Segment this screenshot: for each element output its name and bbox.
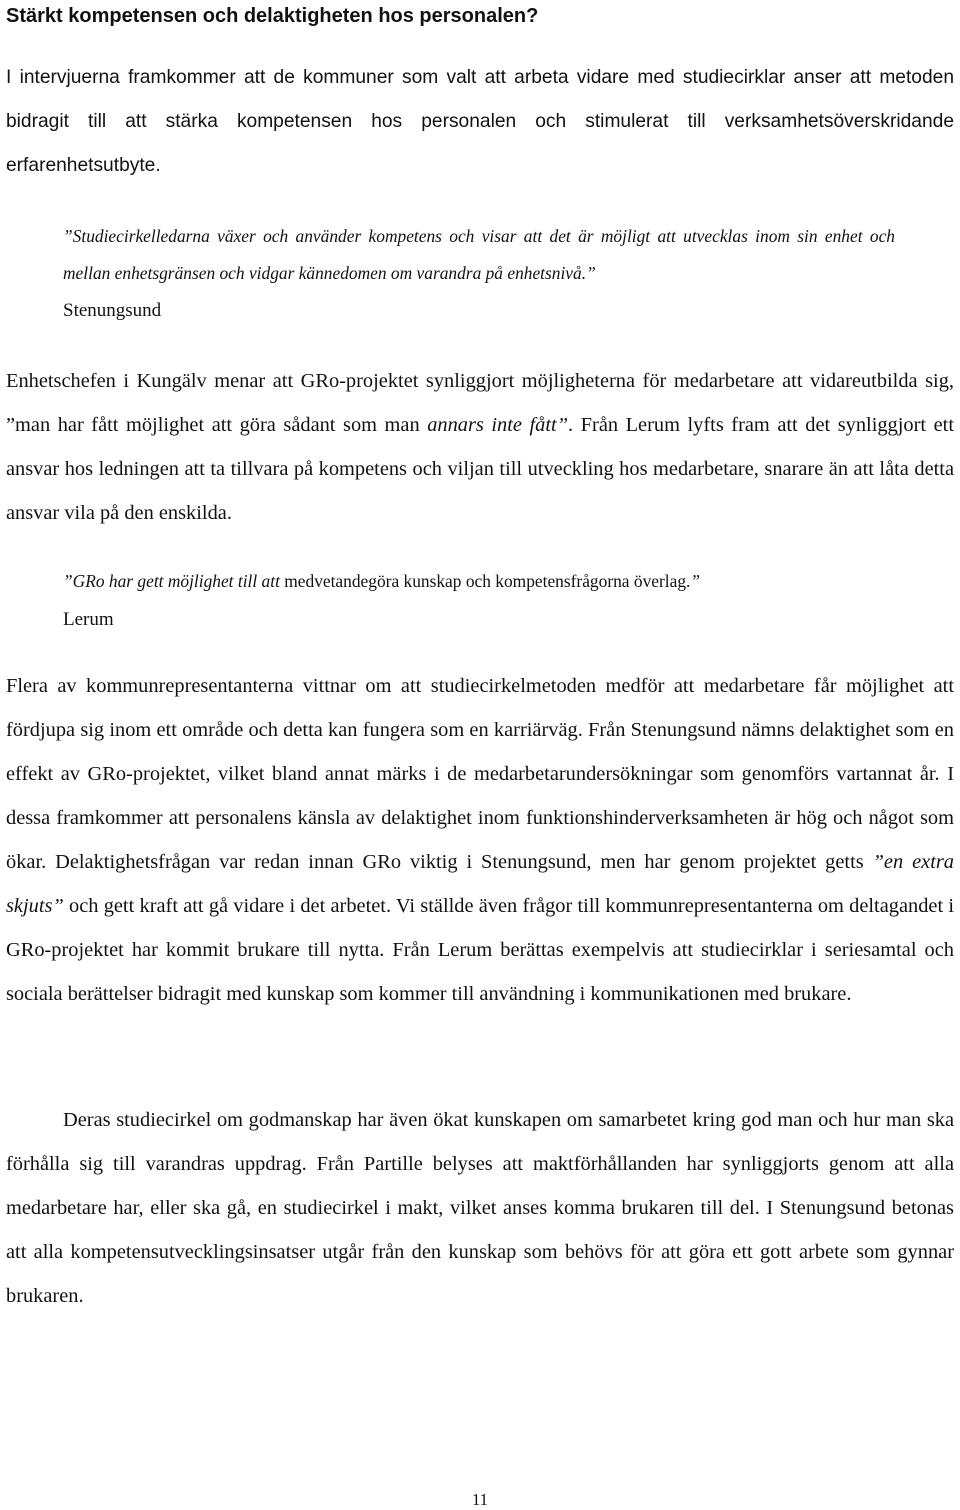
quote-lerum-close: ” — [690, 571, 701, 591]
paragraph-career-text: Flera av kommunrepresentanterna vittnar om att studiecirkelmetoden medför att medarbetare får möjlighet att fördjupa sig inom ett område och detta kan fungera som en karriärväg. Från Stenungsund nämns delaktighet som en effekt av GRo-projektet, vilket bland annat märks i de medarbetarundersökningar som genomförs vartannat år. I dessa framkommer att personalens känsla av delaktighet inom funktionshinderverksamheten är hög och något som ökar. Delaktighetsfrågan var redan innan GRo viktig i Stenungsund, men har genom projektet getts — [6, 675, 954, 873]
inline-quote-skjuts: ”en extra skjuts” — [6, 851, 954, 917]
paragraph-kungalv-rest: . Från Lerum lyfts fram att det synliggjort ett ansvar hos ledningen att ta tillvara på kompetens och viljan till utveckling hos medarbetare, snarare än att låta detta ansvar vila på den enskilda. — [6, 414, 954, 524]
inline-quote-italic: annars inte fått” — [427, 414, 569, 436]
quote-lerum — [63, 563, 895, 600]
paragraph-career-rest: och gett kraft att gå vidare i det arbetet. Vi ställde även frågor till kommunrepresentanterna om deltagandet i GRo-projektet har kommit brukare till nytta. Från Lerum berättas exempelvis att studiecirklar i seriesamtal och sociala berättelser bidragit med kunskap som kommer till användning i kommunikationen med brukare. — [6, 895, 954, 1005]
quote-lerum-italic: ”GRo har gett möjlighet till att — [63, 571, 285, 591]
section-heading: Stärkt kompetensen och delaktigheten hos personalen? — [6, 5, 539, 27]
paragraph-intro: I intervjuerna framkommer att de kommuner som valt att arbeta vidare med studiecirklar anser att metoden bidragit till att stärka kompetensen hos personalen och stimulerat till verksamhetsöverskridande erfarenhetsutbyte. — [6, 67, 954, 176]
quote-source-stenungsund: Stenungsund — [63, 300, 162, 321]
paragraph-godmanskap: Deras studiecirkel om godmanskap har även ökat kunskapen om samarbetet kring god man och hur man ska förhålla sig till varandras uppdrag. Från Partille belyses att maktförhållanden har synliggjorts genom att alla medarbetare har, eller ska gå, en studiecirkel i makt, vilket anses komma brukaren till del. I Stenungsund betonas att alla kompetensutvecklingsinsatser utgår från den kunskap som behövs för att göra ett gott arbete som gynnar brukaren. — [6, 1109, 954, 1307]
paragraph-kungalv-text: Enhetschefen i Kungälv menar att GRo-projektet synliggjort möjligheterna för medarbetare att vidareutbilda sig, — [6, 370, 954, 392]
inline-quote: ”man har fått möjlighet att göra sådant som man — [6, 414, 428, 436]
quote-source-lerum: Lerum — [63, 609, 114, 630]
paragraph-kungalv — [6, 359, 954, 535]
page-number: 11 — [471, 1490, 489, 1509]
paragraph-career — [6, 664, 954, 1016]
quote-lerum-plain: medvetandegöra kunskap och kompetensfrågorna överlag. — [284, 571, 691, 591]
quote-stenungsund: ”Studiecirkelledarna växer och använder kompetens och visar att det är möjligt att utvecklas inom sin enhet och mellan enhetsgränsen och vidgar kännedomen om varandra på enhetsnivå.” — [63, 226, 895, 283]
